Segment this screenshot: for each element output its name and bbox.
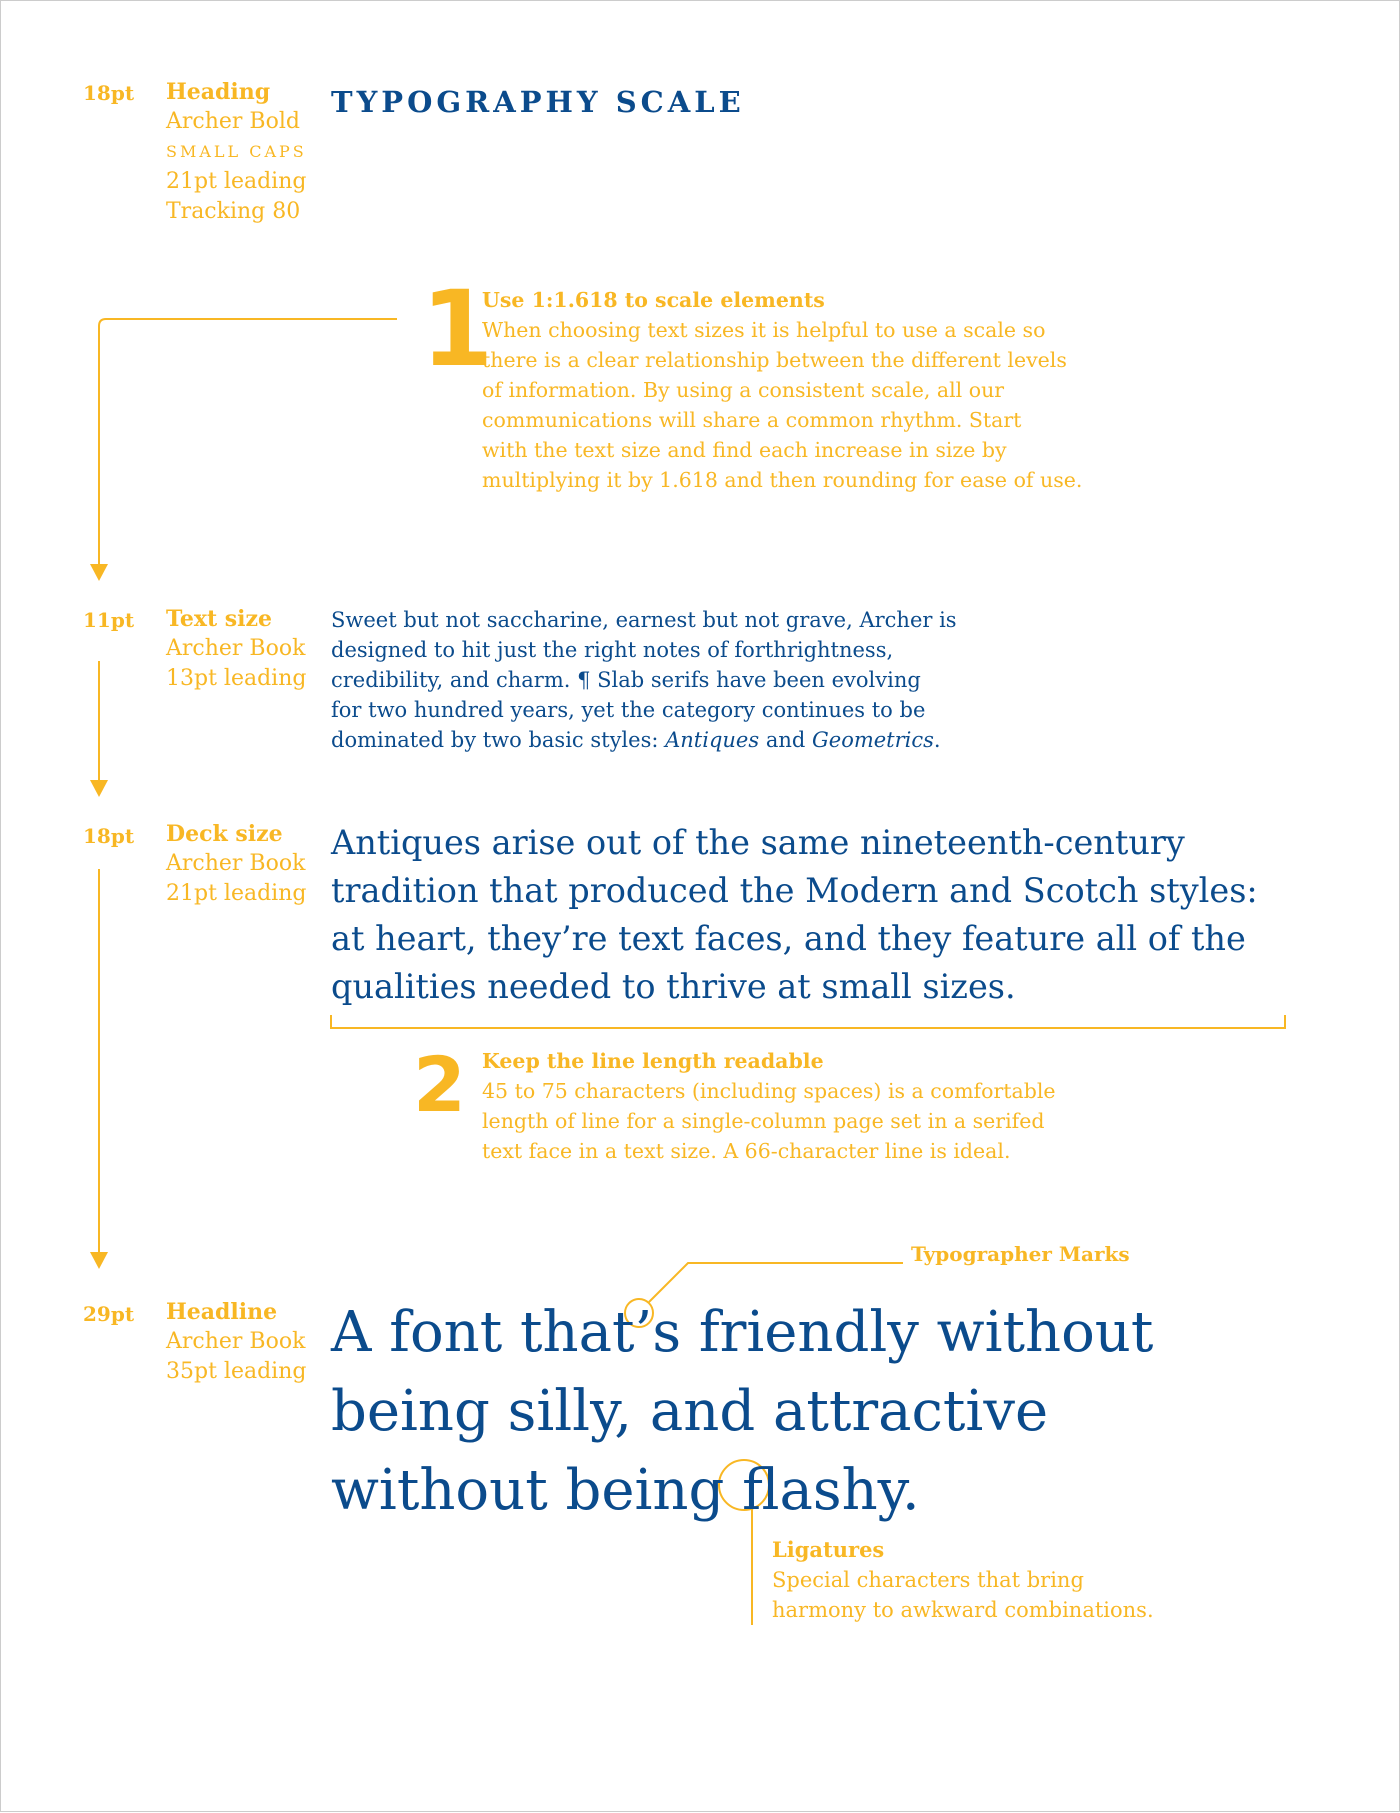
italic-geometrics: Geometrics xyxy=(811,728,934,752)
text-size-spec-leading: 13pt leading xyxy=(166,666,307,691)
headline-spec-leading: 35pt leading xyxy=(166,1359,307,1384)
text-size-line: Sweet but not saccharine, earnest but not grave, Archer is xyxy=(331,608,957,632)
deck-line: qualities needed to thrive at small sizes. xyxy=(331,967,1016,1006)
text-size-pt: 11pt xyxy=(83,608,135,632)
headline-spec-font: Archer Book xyxy=(166,1329,306,1354)
deck-size-pt: 18pt xyxy=(83,824,135,848)
text-size-line-last xyxy=(331,725,971,755)
note-1-line: When choosing text sizes it is helpful to use a scale so xyxy=(482,318,1046,342)
note-2-line: length of line for a single-column page set in a serifed xyxy=(482,1109,1045,1133)
deck-line: at heart, they’re text faces, and they feature all of the xyxy=(331,919,1246,958)
note-2-number: 2 xyxy=(413,1040,466,1129)
headline-line: A font that’s friendly without xyxy=(331,1300,1154,1365)
arrow-3-head xyxy=(90,1252,108,1269)
deck-line: tradition that produced the Modern and Scotch styles: xyxy=(331,871,1258,910)
deck-size-spec-leading: 21pt leading xyxy=(166,881,307,906)
headline-line: being silly, and attractive xyxy=(331,1379,1049,1444)
page-title: TYPOGRAPHY SCALE xyxy=(331,85,745,119)
heading-spec-tracking: Tracking 80 xyxy=(166,199,301,224)
ligatures-line: Special characters that bring xyxy=(772,1568,1084,1592)
headline-pt: 29pt xyxy=(83,1302,135,1326)
note-2-line: 45 to 75 characters (including spaces) is a comfortable xyxy=(482,1079,1056,1103)
deck-size-sample xyxy=(331,819,1291,1011)
note-1-number: 1 xyxy=(421,268,494,390)
note-2-line: text face in a text size. A 66-character line is ideal. xyxy=(482,1139,1011,1163)
text-size-line: for two hundred years, yet the category continues to be xyxy=(331,698,926,722)
headline-sample xyxy=(331,1293,1231,1530)
text-size-spec-font: Archer Book xyxy=(166,636,306,661)
heading-pt: 18pt xyxy=(83,81,135,105)
italic-antiques: Antiques xyxy=(665,728,760,752)
text-size-period: . xyxy=(933,728,941,752)
deck-size-spec-name: Deck size xyxy=(166,821,283,847)
ligatures-line: harmony to awkward combinations. xyxy=(772,1598,1154,1622)
arrow-2-head xyxy=(90,780,108,797)
typographer-marks-label: Typographer Marks xyxy=(911,1242,1130,1266)
note-2 xyxy=(482,1046,1122,1166)
text-size-sample xyxy=(331,605,971,755)
heading-spec xyxy=(166,77,307,227)
note-1-title: Use 1:1.618 to scale elements xyxy=(482,288,825,312)
deck-size-spec-font: Archer Book xyxy=(166,851,306,876)
note-1-line: there is a clear relationship between the different levels xyxy=(482,348,1067,372)
deck-size-spec xyxy=(166,819,306,909)
arrow-1-head xyxy=(90,564,108,581)
text-size-spec xyxy=(166,604,306,694)
ligatures-title: Ligatures xyxy=(772,1537,885,1562)
heading-spec-font: Archer Bold xyxy=(166,109,300,134)
note-2-title: Keep the line length readable xyxy=(482,1049,824,1073)
headline-line: without being flashy. xyxy=(331,1458,920,1523)
note-1-line: of information. By using a consistent scale, all our xyxy=(482,378,1005,402)
note-1-line: with the text size and find each increase in size by xyxy=(482,438,1007,462)
headline-spec xyxy=(166,1297,306,1387)
text-size-and: and xyxy=(759,728,812,752)
note-1-line: communications will share a common rhythm. Start xyxy=(482,408,1022,432)
heading-spec-caps: SMALL CAPS xyxy=(166,142,307,161)
heading-spec-leading: 21pt leading xyxy=(166,169,307,194)
headline-spec-name: Headline xyxy=(166,1299,278,1325)
heading-spec-name: Heading xyxy=(166,79,271,105)
text-size-line: designed to hit just the right notes of forthrightness, xyxy=(331,638,894,662)
text-size-last-start: dominated by two basic styles: xyxy=(331,728,666,752)
text-size-spec-name: Text size xyxy=(166,606,273,632)
note-1 xyxy=(482,285,1122,495)
ligatures-callout xyxy=(772,1535,1154,1625)
arrow-1-line xyxy=(99,319,397,569)
deck-bracket xyxy=(331,1015,1285,1028)
text-size-line: credibility, and charm. ¶ Slab serifs have been evolving xyxy=(331,668,921,692)
note-1-line: multiplying it by 1.618 and then rounding for ease of use. xyxy=(482,468,1083,492)
deck-line: Antiques arise out of the same nineteenth-century xyxy=(331,823,1185,862)
